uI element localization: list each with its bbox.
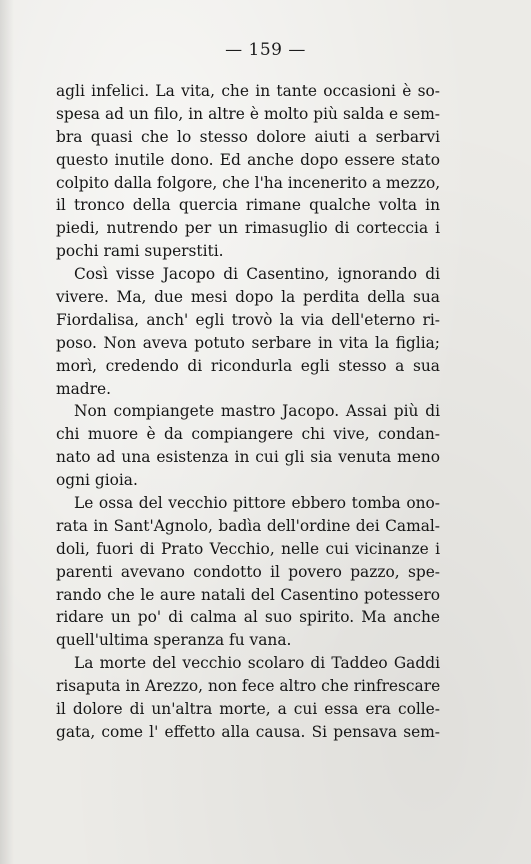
text-line: piedi, nutrendo per un rimasuglio di corteccia i [56,219,440,238]
paragraph [56,400,440,492]
text-line: vivere. Ma, due mesi dopo la perdita della sua [56,288,440,307]
text-line: quell'ultima speranza fu vana. [56,631,292,650]
text-line: colpito dalla folgore, che l'ha incenerito a mezzo, [56,173,441,192]
text-line: questo inutile dono. Ed anche dopo essere stato [56,150,440,169]
text-line: rando che le aure natali del Casentino potessero [56,585,440,604]
text-line: ridare un po' di calma al suo spirito. Ma anche [56,608,440,627]
text-line: gata, come l' effetto alla causa. Si pensava sem- [56,722,440,741]
text-line: bra quasi che lo stesso dolore aiuti a serbarvi [56,127,440,146]
text-line: Fiordalisa, anch' egli trovò la via dell'eterno ri- [56,310,440,329]
text-line: risaputa in Arezzo, non fece altro che rinfrescare [56,677,441,696]
text-line: chi muore è da compiangere chi vive, condan- [56,425,440,444]
text-line: madre. [56,379,111,398]
text-line: rata in Sant'Agnolo, badìa dell'ordine dei Camal- [56,516,440,535]
page-gutter-shadow [0,0,14,864]
paragraph [56,80,440,263]
text-line: Le ossa del vecchio pittore ebbero tomba ono- [74,494,440,513]
text-line: Non compiangete mastro Jacopo. Assai più di [74,402,440,421]
text-line: morì, credendo di ricondurla egli stesso a sua [56,356,440,375]
text-line: nato ad una esistenza in cui gli sia venuta meno [56,448,440,467]
text-line: agli infelici. La vita, che in tante occasioni è so- [56,82,440,100]
text-line: pochi rami superstiti. [56,242,224,261]
body-text [56,80,440,744]
text-line: poso. Non aveva potuto serbare in vita la figlia; [56,333,440,352]
text-line: il dolore di un'altra morte, a cui essa era colle- [56,700,440,719]
paragraph [56,652,440,744]
page-number: — 159 — [225,40,306,60]
text-line: spesa ad un filo, in altre è molto più salda e sem- [56,104,440,123]
paragraph [56,263,440,400]
text-line: ogni gioia. [56,471,138,490]
text-line: Così visse Jacopo di Casentino, ignorando di [74,265,440,284]
text-line: parenti avevano condotto il povero pazzo, spe- [56,562,440,581]
paragraph [56,492,440,652]
text-line: La morte del vecchio scolaro di Taddeo Gaddi [74,654,440,673]
text-line: doli, fuori di Prato Vecchio, nelle cui vicinanze i [56,539,440,558]
text-line: il tronco della quercia rimane qualche volta in [56,196,440,215]
